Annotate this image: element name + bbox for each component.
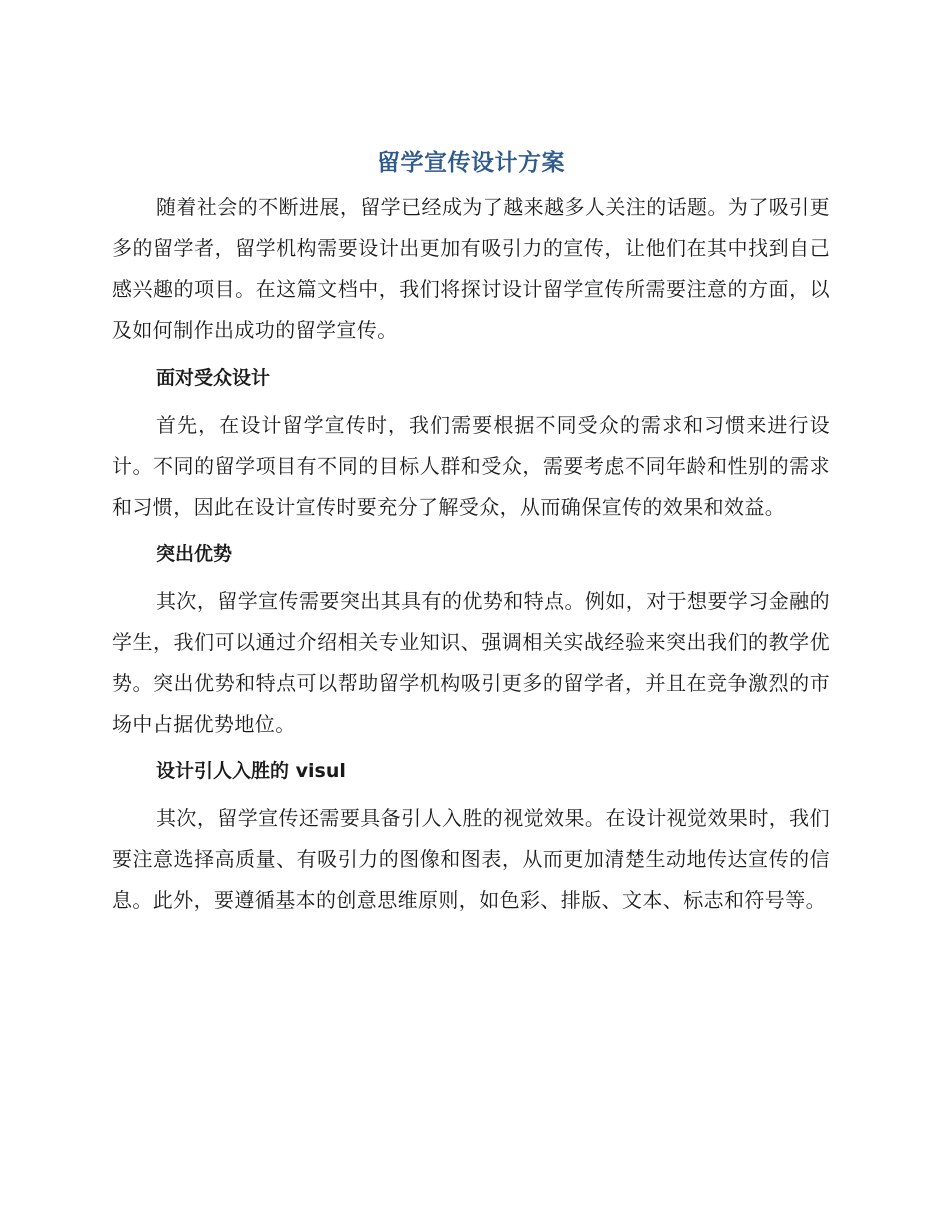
- section-body-advantages: 其次，留学宣传需要突出其具有的优势和特点。例如，对于想要学习金融的学生，我们可以通过介绍相关专业知识、强调相关实战经验来突出我们的教学优势。突出优势和特点可以帮助留学机构吸引更多的留学者，并且在竞争激烈的市场中占据优势地位。: [112, 589, 830, 736]
- section-body-audience: 首先，在设计留学宣传时，我们需要根据不同受众的需求和习惯来进行设计。不同的留学项目有不同的目标人群和受众，需要考虑不同年龄和性别的需求和习惯，因此在设计宣传时要充分了解受众，从而确保宣传的效果和效益。: [112, 413, 830, 519]
- section-heading-visual: 设计引人入胜的 visul: [156, 760, 346, 782]
- section-heading-advantages: 突出优势: [156, 543, 233, 565]
- document-page: [112, 145, 830, 921]
- intro-paragraph: 随着社会的不断进展，留学已经成为了越来越多人关注的话题。为了吸引更多的留学者，留学机构需要设计出更加有吸引力的宣传，让他们在其中找到自己感兴趣的项目。在这篇文档中，我们将探讨设计留学宣传所需要注意的方面，以及如何制作出成功的留学宣传。: [112, 195, 830, 342]
- section-heading-audience: 面对受众设计: [156, 367, 271, 389]
- document-title: 留学宣传设计方案: [377, 150, 565, 176]
- section-body-visual: 其次，留学宣传还需要具备引人入胜的视觉效果。在设计视觉效果时，我们要注意选择高质量、有吸引力的图像和图表，从而更加清楚生动地传达宣传的信息。此外，要遵循基本的创意思维原则，如色彩、排版、文本、标志和符号等。: [112, 806, 830, 912]
